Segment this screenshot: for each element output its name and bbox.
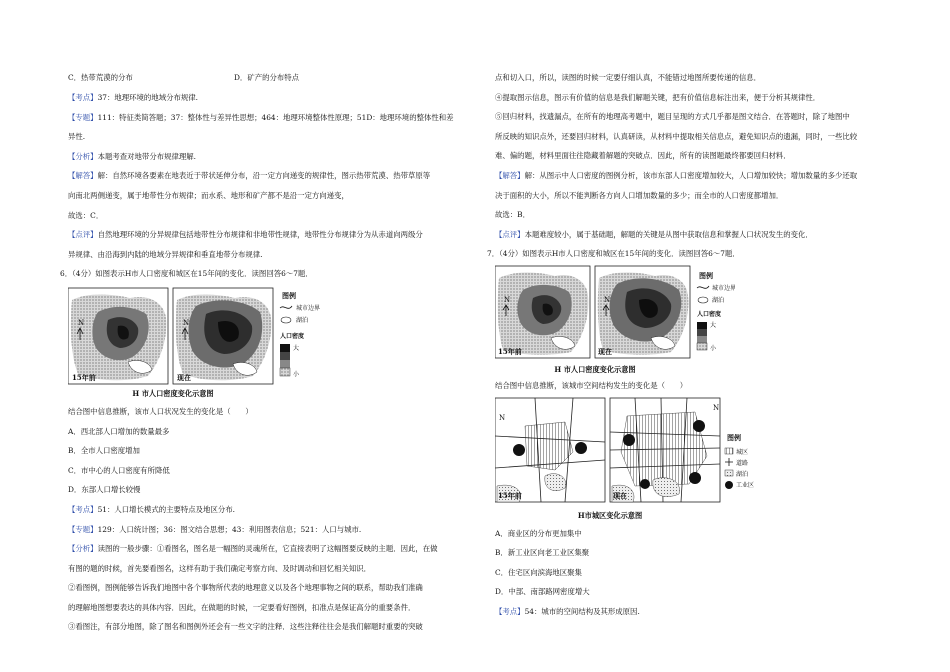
kaodian-1: 【考点】37：地理环境的地域分布规律. bbox=[68, 93, 199, 102]
question-6-ask: 结合图中信息推断，该市人口状况发生的变化是（ ） bbox=[68, 406, 253, 416]
figure-1-title: H 市人口密度变化示意图 bbox=[132, 388, 214, 398]
svg-text:N: N bbox=[183, 318, 190, 327]
fenxi-2-cont-7: ⑤回归材料，找遗漏点，在所有的地理高考题中，题目呈现的方式几乎都是图文结合．在答题时，除了地图中 bbox=[495, 112, 850, 122]
svg-text:湖泊: 湖泊 bbox=[296, 316, 309, 324]
population-density-maps-2 bbox=[495, 264, 735, 364]
question-7-stem: 7．（4分）如图表示H市人口密度和城区在15年间的变化．读图回答6～7题． bbox=[487, 249, 740, 259]
zhuanti-1-cont: 异性. bbox=[68, 132, 86, 142]
svg-text:湖泊: 湖泊 bbox=[712, 296, 725, 304]
svg-text:图例: 图例 bbox=[699, 270, 713, 280]
lake-icon bbox=[698, 297, 708, 303]
jieda-2-answer: 故选：B． bbox=[495, 210, 530, 220]
svg-text:小: 小 bbox=[293, 370, 300, 378]
svg-text:现在: 现在 bbox=[613, 490, 627, 500]
dianping-tag: 【点评】 bbox=[68, 230, 98, 240]
jieda-2: 【解答】解：从图示中人口密度的图例分析，该市东部人口密度增加较大，人口增加较快；增加数量的多少还取 bbox=[495, 170, 858, 180]
road-icon bbox=[725, 458, 733, 466]
kaodian-2: 【考点】51：人口增长模式的主要特点及地区分布. bbox=[68, 504, 235, 514]
population-density-figure-2 bbox=[495, 264, 897, 376]
svg-text:城区: 城区 bbox=[736, 448, 749, 456]
figure-2-title: H 市人口密度变化示意图 bbox=[554, 364, 636, 374]
fenxi-1: 【分析】本题考查对地带分布规律理解. bbox=[68, 151, 197, 161]
svg-text:工业区: 工业区 bbox=[736, 481, 755, 489]
map-past bbox=[68, 288, 168, 384]
svg-text:人口密度: 人口密度 bbox=[697, 310, 722, 318]
left-column bbox=[60, 0, 470, 637]
jieda-1: 【解答】解：自然环境各要素在地表近于带状延伸分布，沿一定方向递变的规律性，图示热带荒漠、热带草原等 bbox=[68, 171, 431, 181]
fenxi-2-cont-2: ②看图例，图例能够告诉我们地图中各个事物所代表的地理意义以及各个地理事物之间的联系，帮助我们准确 bbox=[68, 583, 423, 593]
fenxi-tag: 【分析】 bbox=[68, 151, 98, 161]
zhuanti-2: 【专题】129：人口统计图；36：图文结合思想；43：利用图表信息；521：人口与城市. bbox=[68, 524, 362, 534]
svg-text:N: N bbox=[499, 413, 506, 422]
zhuanti-1: 【专题】111：特征类简答题；37：整体性与差异性思想；464：地理环境整体性原理；51D：地理环境的整体性和差 bbox=[68, 112, 454, 122]
q5-option-d: D．矿产的分布特点 bbox=[234, 73, 300, 82]
map-present bbox=[173, 288, 273, 384]
q6-option-c: C．市中心的人口密度有所降低 bbox=[68, 465, 170, 475]
map-present-label: 现在 bbox=[177, 372, 191, 382]
fenxi-2-cont-3: 的理解地图想要表达的具体内容．因此，在做题的时候，一定要看好图例，扣准点是保证高分的重要条件． bbox=[68, 602, 416, 612]
q7-option-b: B．新工业区向老工业区集聚 bbox=[495, 548, 590, 558]
svg-text:湖泊: 湖泊 bbox=[736, 470, 749, 478]
urban-map-past bbox=[495, 398, 605, 502]
svg-text:城市边界: 城市边界 bbox=[712, 284, 735, 292]
svg-text:大: 大 bbox=[293, 344, 300, 352]
fenxi-2-cont-9: 难、偏的题，材料里面往往隐藏着解题的突破点．因此，所有的读图题最终都要回归材料． bbox=[495, 151, 791, 161]
q7-option-a: A．商业区的分布更加集中 bbox=[495, 528, 582, 538]
urban-area-maps bbox=[495, 396, 755, 512]
jieda-2-cont: 决于面积的大小，所以不能判断各方向人口增加数量的多少；而全市的人口密度都增加． bbox=[495, 190, 784, 200]
fenxi-2-cont-5: 点和切入口，所以，读图的时候一定要仔细认真，不能错过地图所要传递的信息． bbox=[495, 73, 762, 82]
right-column bbox=[487, 0, 897, 622]
jieda-1-cont: 向南北两侧递变，属于地带性分布规律；而水系、地形和矿产都不是沿一定方向递变， bbox=[68, 190, 349, 200]
dianping-1-cont: 异规律、由沿海到内陆的地域分异规律和垂直地带分布规律. bbox=[68, 249, 263, 259]
urban-map-present bbox=[610, 398, 720, 502]
kaodian-tag: 【考点】 bbox=[68, 93, 98, 102]
q7-option-d: D．中部、南部路网密度增大 bbox=[495, 587, 590, 597]
svg-text:道路: 道路 bbox=[736, 459, 749, 467]
fenxi-2-cont-1: 有图的题的时候，首先要看图名，这样有助于我们确定考察方向、及时调动和回忆相关知识． bbox=[68, 563, 372, 573]
svg-text:15年前: 15年前 bbox=[498, 346, 522, 356]
q6-option-a: A．西北部人口增加的数量最多 bbox=[68, 426, 170, 436]
population-density-figure bbox=[68, 284, 470, 402]
boundary-icon bbox=[280, 306, 292, 308]
industry-icon bbox=[725, 481, 733, 489]
q7-option-c: C．住宅区向滨海地区聚集 bbox=[495, 567, 582, 577]
lake-icon bbox=[281, 317, 291, 323]
urban-area-icon bbox=[725, 448, 733, 454]
jieda-1-answer: 故选：C． bbox=[68, 210, 104, 220]
map-legend bbox=[280, 291, 320, 378]
zhuanti-tag: 【专题】 bbox=[68, 112, 98, 122]
legend-title: 图例 bbox=[282, 290, 296, 300]
urban-area-figure bbox=[495, 396, 897, 524]
question-6-stem: 6．（4分）如图表示H市人口密度和城区在15年间的变化．读图回答6～7题． bbox=[60, 269, 313, 279]
q5-option-c: C．热带荒漠的分布 bbox=[68, 73, 133, 82]
lake-icon bbox=[725, 470, 733, 476]
urban-legend bbox=[725, 433, 754, 489]
boundary-icon bbox=[697, 286, 709, 288]
figure-3-title: H市城区变化示意图 bbox=[577, 510, 643, 520]
svg-text:人口密度: 人口密度 bbox=[280, 332, 305, 340]
jieda-tag: 【解答】 bbox=[68, 171, 98, 181]
map2-past bbox=[495, 266, 590, 358]
svg-text:大: 大 bbox=[710, 321, 717, 329]
north-arrow-icon: N bbox=[78, 318, 85, 327]
dianping-1: 【点评】自然地理环境的分异规律包括地带性分布规律和非地带性规律，地带性分布规律分为从赤道向两级分 bbox=[68, 230, 423, 240]
map2-present bbox=[595, 266, 690, 358]
kaodian-3: 【考点】54：城市的空间结构及其形成原因. bbox=[495, 606, 640, 616]
fenxi-2: 【分析】读图的一般步骤：①看图名，图名是一幅图的灵魂所在，它直接表明了这幅图要反映的主题．因此，在做 bbox=[68, 544, 438, 554]
population-density-maps bbox=[68, 284, 328, 390]
dianping-2: 【点评】本题难度较小，属于基础题，解题的关键是从图中获取信息和掌握人口状况发生的变化． bbox=[495, 229, 813, 239]
map2-legend bbox=[697, 271, 735, 352]
q5-options-cd bbox=[68, 68, 470, 88]
svg-text:N: N bbox=[713, 403, 720, 412]
question-7-ask: 结合图中信息推断，该城市空间结构发生的变化是（ ） bbox=[495, 380, 688, 390]
svg-text:15年前: 15年前 bbox=[498, 490, 522, 500]
fenxi-2-cont-4: ③看图注，有部分地图，除了图名和图例外还会有一些文字的注释．这些注释往往会是我们解题时重要的突破 bbox=[68, 622, 423, 632]
q6-option-b: B．全市人口密度增加 bbox=[68, 446, 140, 456]
fenxi-2-cont-8: 所反映的知识点外，还要回归材料，认真研读，从材料中提取相关信息点，避免知识点的遗漏，同时，一些比较 bbox=[495, 131, 858, 141]
svg-text:N: N bbox=[504, 295, 511, 304]
svg-text:小: 小 bbox=[710, 344, 717, 352]
svg-text:城市边界: 城市边界 bbox=[296, 304, 321, 312]
q6-option-d: D．东部人口增长较慢 bbox=[68, 485, 141, 495]
fenxi-2-cont-6: ④提取图示信息，图示有价值的信息是我们解题关键，把有价值信息标注出来，便于分析其规律性． bbox=[495, 92, 821, 102]
svg-text:N: N bbox=[604, 295, 611, 304]
svg-text:现在: 现在 bbox=[598, 346, 612, 356]
svg-text:图例: 图例 bbox=[727, 432, 741, 442]
map-past-label: 15年前 bbox=[72, 372, 96, 382]
